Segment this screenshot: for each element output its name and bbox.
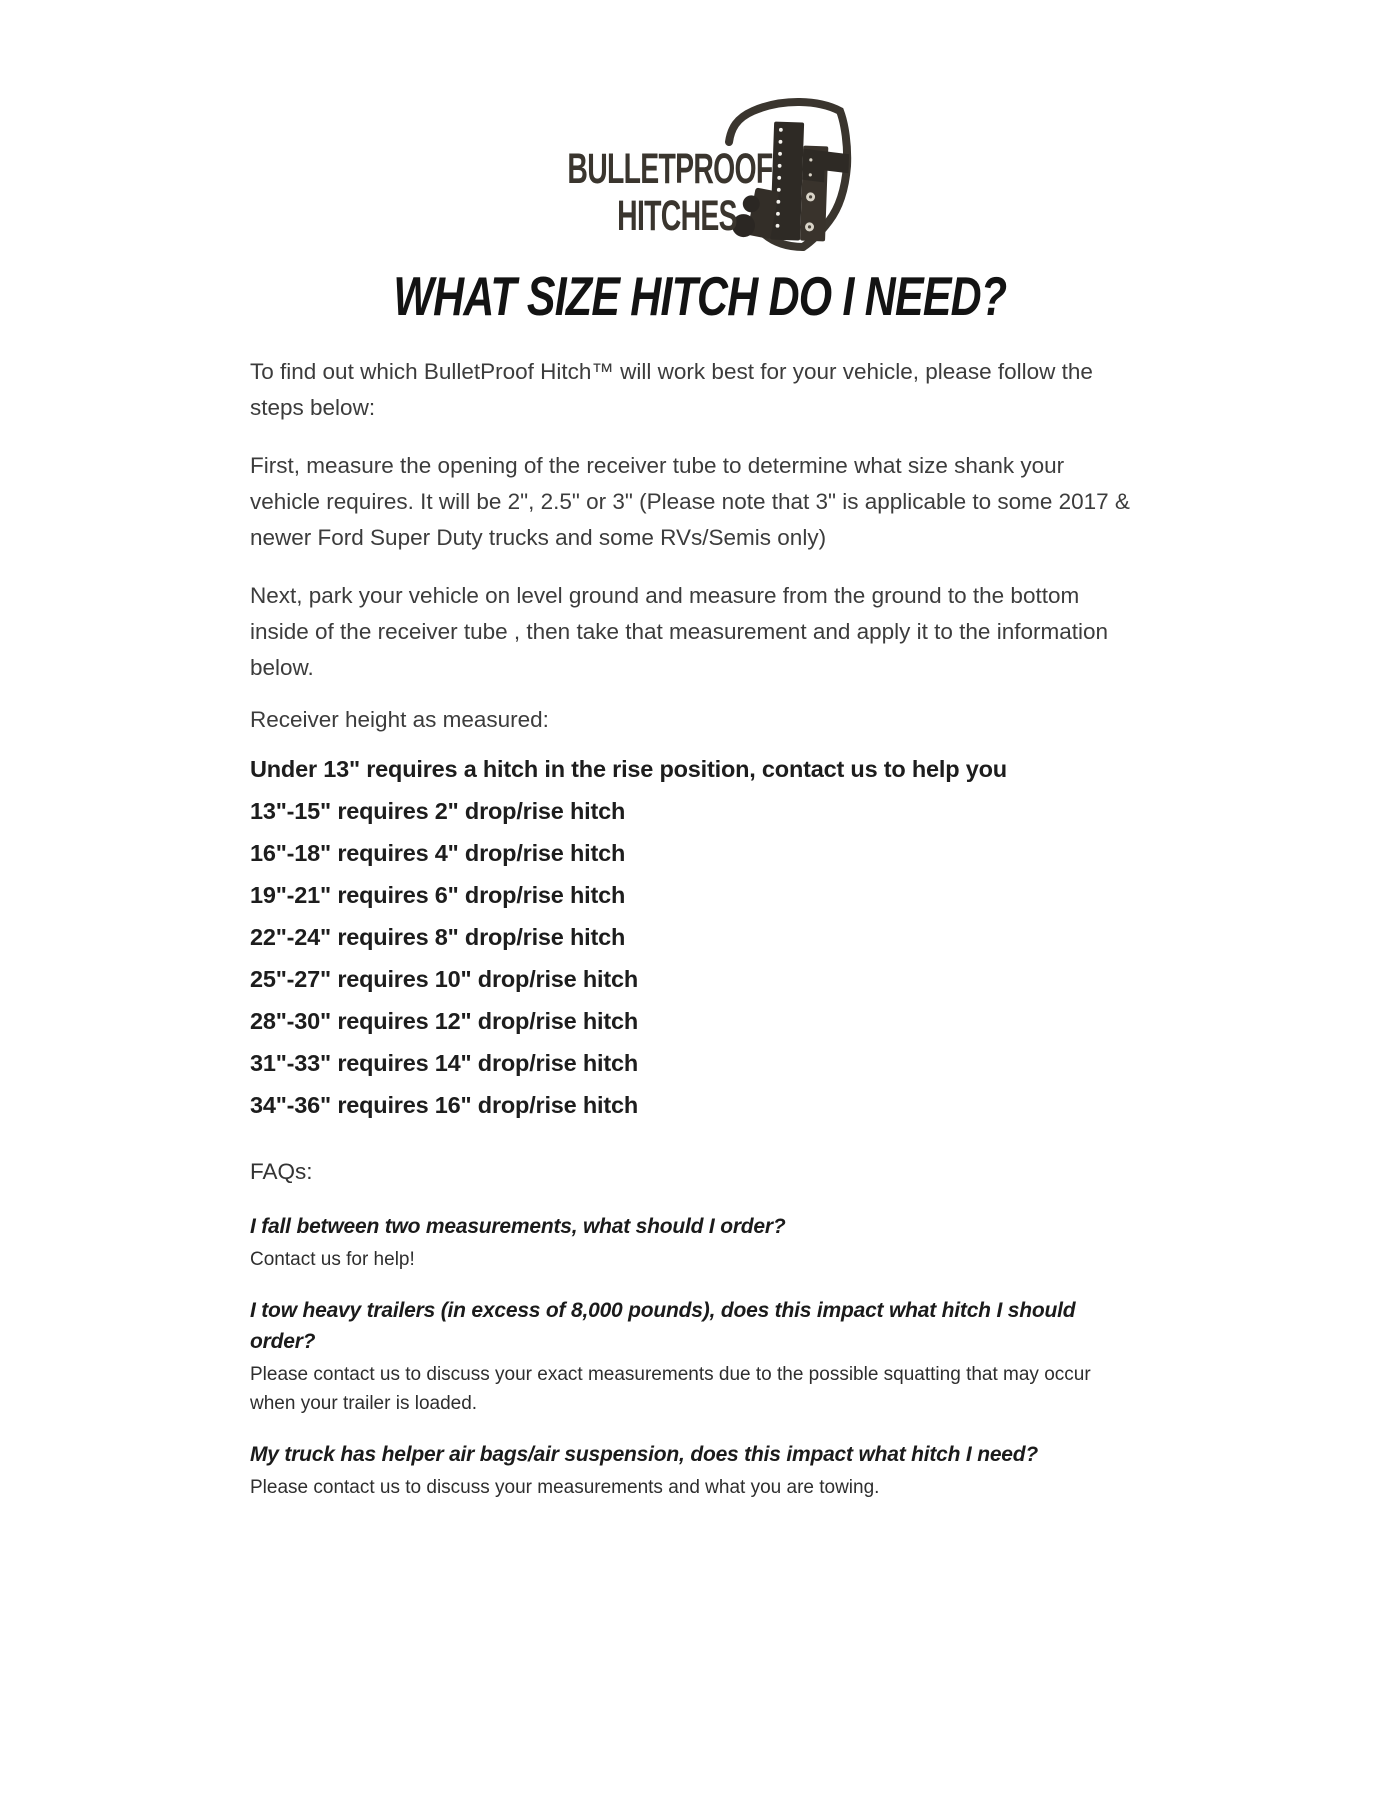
document-body (250, 354, 1135, 1502)
receiver-height-label: Receiver height as measured: (250, 707, 549, 732)
height-chart-row: 13"-15" requires 2" drop/rise hitch (250, 798, 626, 824)
bulletproof-hitches-logo (545, 84, 855, 256)
faq-item-1 (250, 1211, 1135, 1274)
faq-answer: Contact us for help! (250, 1249, 415, 1270)
intro-paragraph-1: To find out which BulletProof Hitch™ will work best for your vehicle, please follow the steps below: (250, 359, 1093, 420)
page-title-text: WHAT SIZE HITCH DO I NEED? (393, 265, 1007, 327)
intro-paragraph-3: Next, park your vehicle on level ground and measure from the ground to the bottom inside of the receiver tube , then take that measurement and apply it to the information below. (250, 583, 1108, 680)
height-chart-row: 25"-27" requires 10" drop/rise hitch (250, 966, 639, 992)
faq-answer: Please contact us to discuss your exact measurements due to the possible squatting that may occur when your trailer is loaded. (250, 1364, 1091, 1414)
height-chart-row: 34"-36" requires 16" drop/rise hitch (250, 1092, 639, 1118)
faq-question: I tow heavy trailers (in excess of 8,000 pounds), does this impact what hitch I should order? (250, 1299, 1076, 1353)
height-chart-row: 16"-18" requires 4" drop/rise hitch (250, 840, 626, 866)
logo-text-hitches: HITCHES (617, 191, 737, 240)
height-chart-row: Under 13" requires a hitch in the rise position, contact us to help you (250, 756, 1007, 782)
height-chart-row: 31"-33" requires 14" drop/rise hitch (250, 1050, 639, 1076)
faq-question: I fall between two measurements, what should I order? (250, 1215, 786, 1238)
faq-answer: Please contact us to discuss your measurements and what you are towing. (250, 1477, 880, 1498)
faqs-heading: FAQs: (250, 1159, 313, 1184)
intro-paragraph-2: First, measure the opening of the receiver tube to determine what size shank your vehicle requires. It will be 2", 2.5" or 3" (Please note that 3" is applicable to some 2017 & newer Ford Super Duty trucks and some RVs/Semis only) (250, 453, 1130, 550)
height-chart-row: 28"-30" requires 12" drop/rise hitch (250, 1008, 639, 1034)
height-chart-row: 19"-21" requires 6" drop/rise hitch (250, 882, 626, 908)
height-chart-row: 22"-24" requires 8" drop/rise hitch (250, 924, 626, 950)
faq-question: My truck has helper air bags/air suspension, does this impact what hitch I need? (250, 1443, 1039, 1466)
faq-item-3 (250, 1439, 1135, 1502)
page-title (0, 264, 1400, 328)
logo-text-bulletproof: BULLETPROOF (567, 144, 773, 193)
height-chart (250, 756, 1135, 1118)
logo (0, 0, 1400, 256)
faq-item-2 (250, 1295, 1135, 1418)
